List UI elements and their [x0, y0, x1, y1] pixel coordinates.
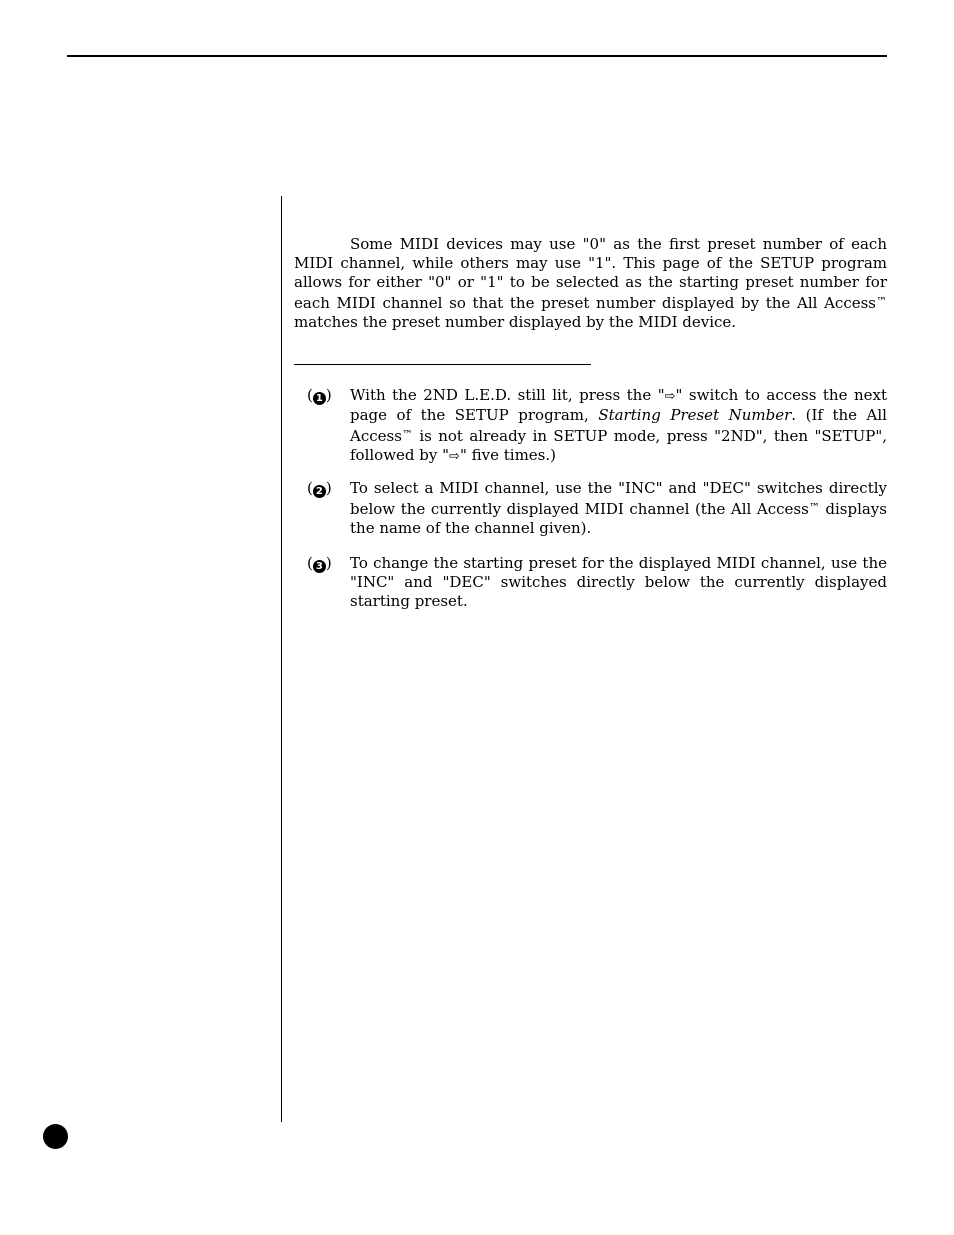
step-text: To select a MIDI channel, use the "INC" and "DEC" switches directly below the currently displayed MIDI channel (the All Access™ displays the name of the channel given).: [350, 479, 887, 537]
step-text: With the 2ND L.E.D. still lit, press the "⇨" switch to access the next page of the SETUP program, Starting Preset Number. (If the All Access™ is not already in SETUP mode, press "2ND", then "SETUP", followed by "⇨" five times.): [350, 386, 887, 464]
step-number-badge: 1: [313, 392, 326, 405]
section-rule: [294, 364, 591, 365]
intro-paragraph: Some MIDI devices may use "0" as the first preset number of each MIDI channel, while others may use "1". This page of the SETUP program allows for either "0" or "1" to be selected as the starting preset number for each MIDI channel so that the preset number displayed by the All Access™ matches the preset number displayed by the MIDI device.: [294, 235, 887, 331]
step-number: ( 1 ): [307, 386, 332, 404]
step-text: To change the starting preset for the displayed MIDI channel, use the "INC" and "DEC" switches directly below the currently displayed starting preset.: [350, 554, 887, 610]
trademark-symbol: ™: [808, 501, 820, 514]
trademark-symbol: ™: [876, 295, 887, 308]
column-rule: [281, 196, 282, 1122]
top-rule: [67, 55, 887, 57]
step-3: [307, 554, 887, 611]
step-number: ( 3 ): [307, 554, 332, 572]
step-number-badge: 3: [313, 560, 326, 573]
step-number-badge: 2: [313, 485, 326, 498]
step-1: [307, 386, 887, 466]
page-name: Starting Preset Number: [598, 406, 792, 424]
step-number: ( 2 ): [307, 479, 332, 497]
step-2: [307, 479, 887, 538]
right-arrow-icon: ⇨: [664, 389, 676, 404]
trademark-symbol: ™: [401, 428, 413, 441]
page-marker-dot: [43, 1124, 68, 1149]
right-arrow-icon: ⇨: [449, 449, 460, 464]
